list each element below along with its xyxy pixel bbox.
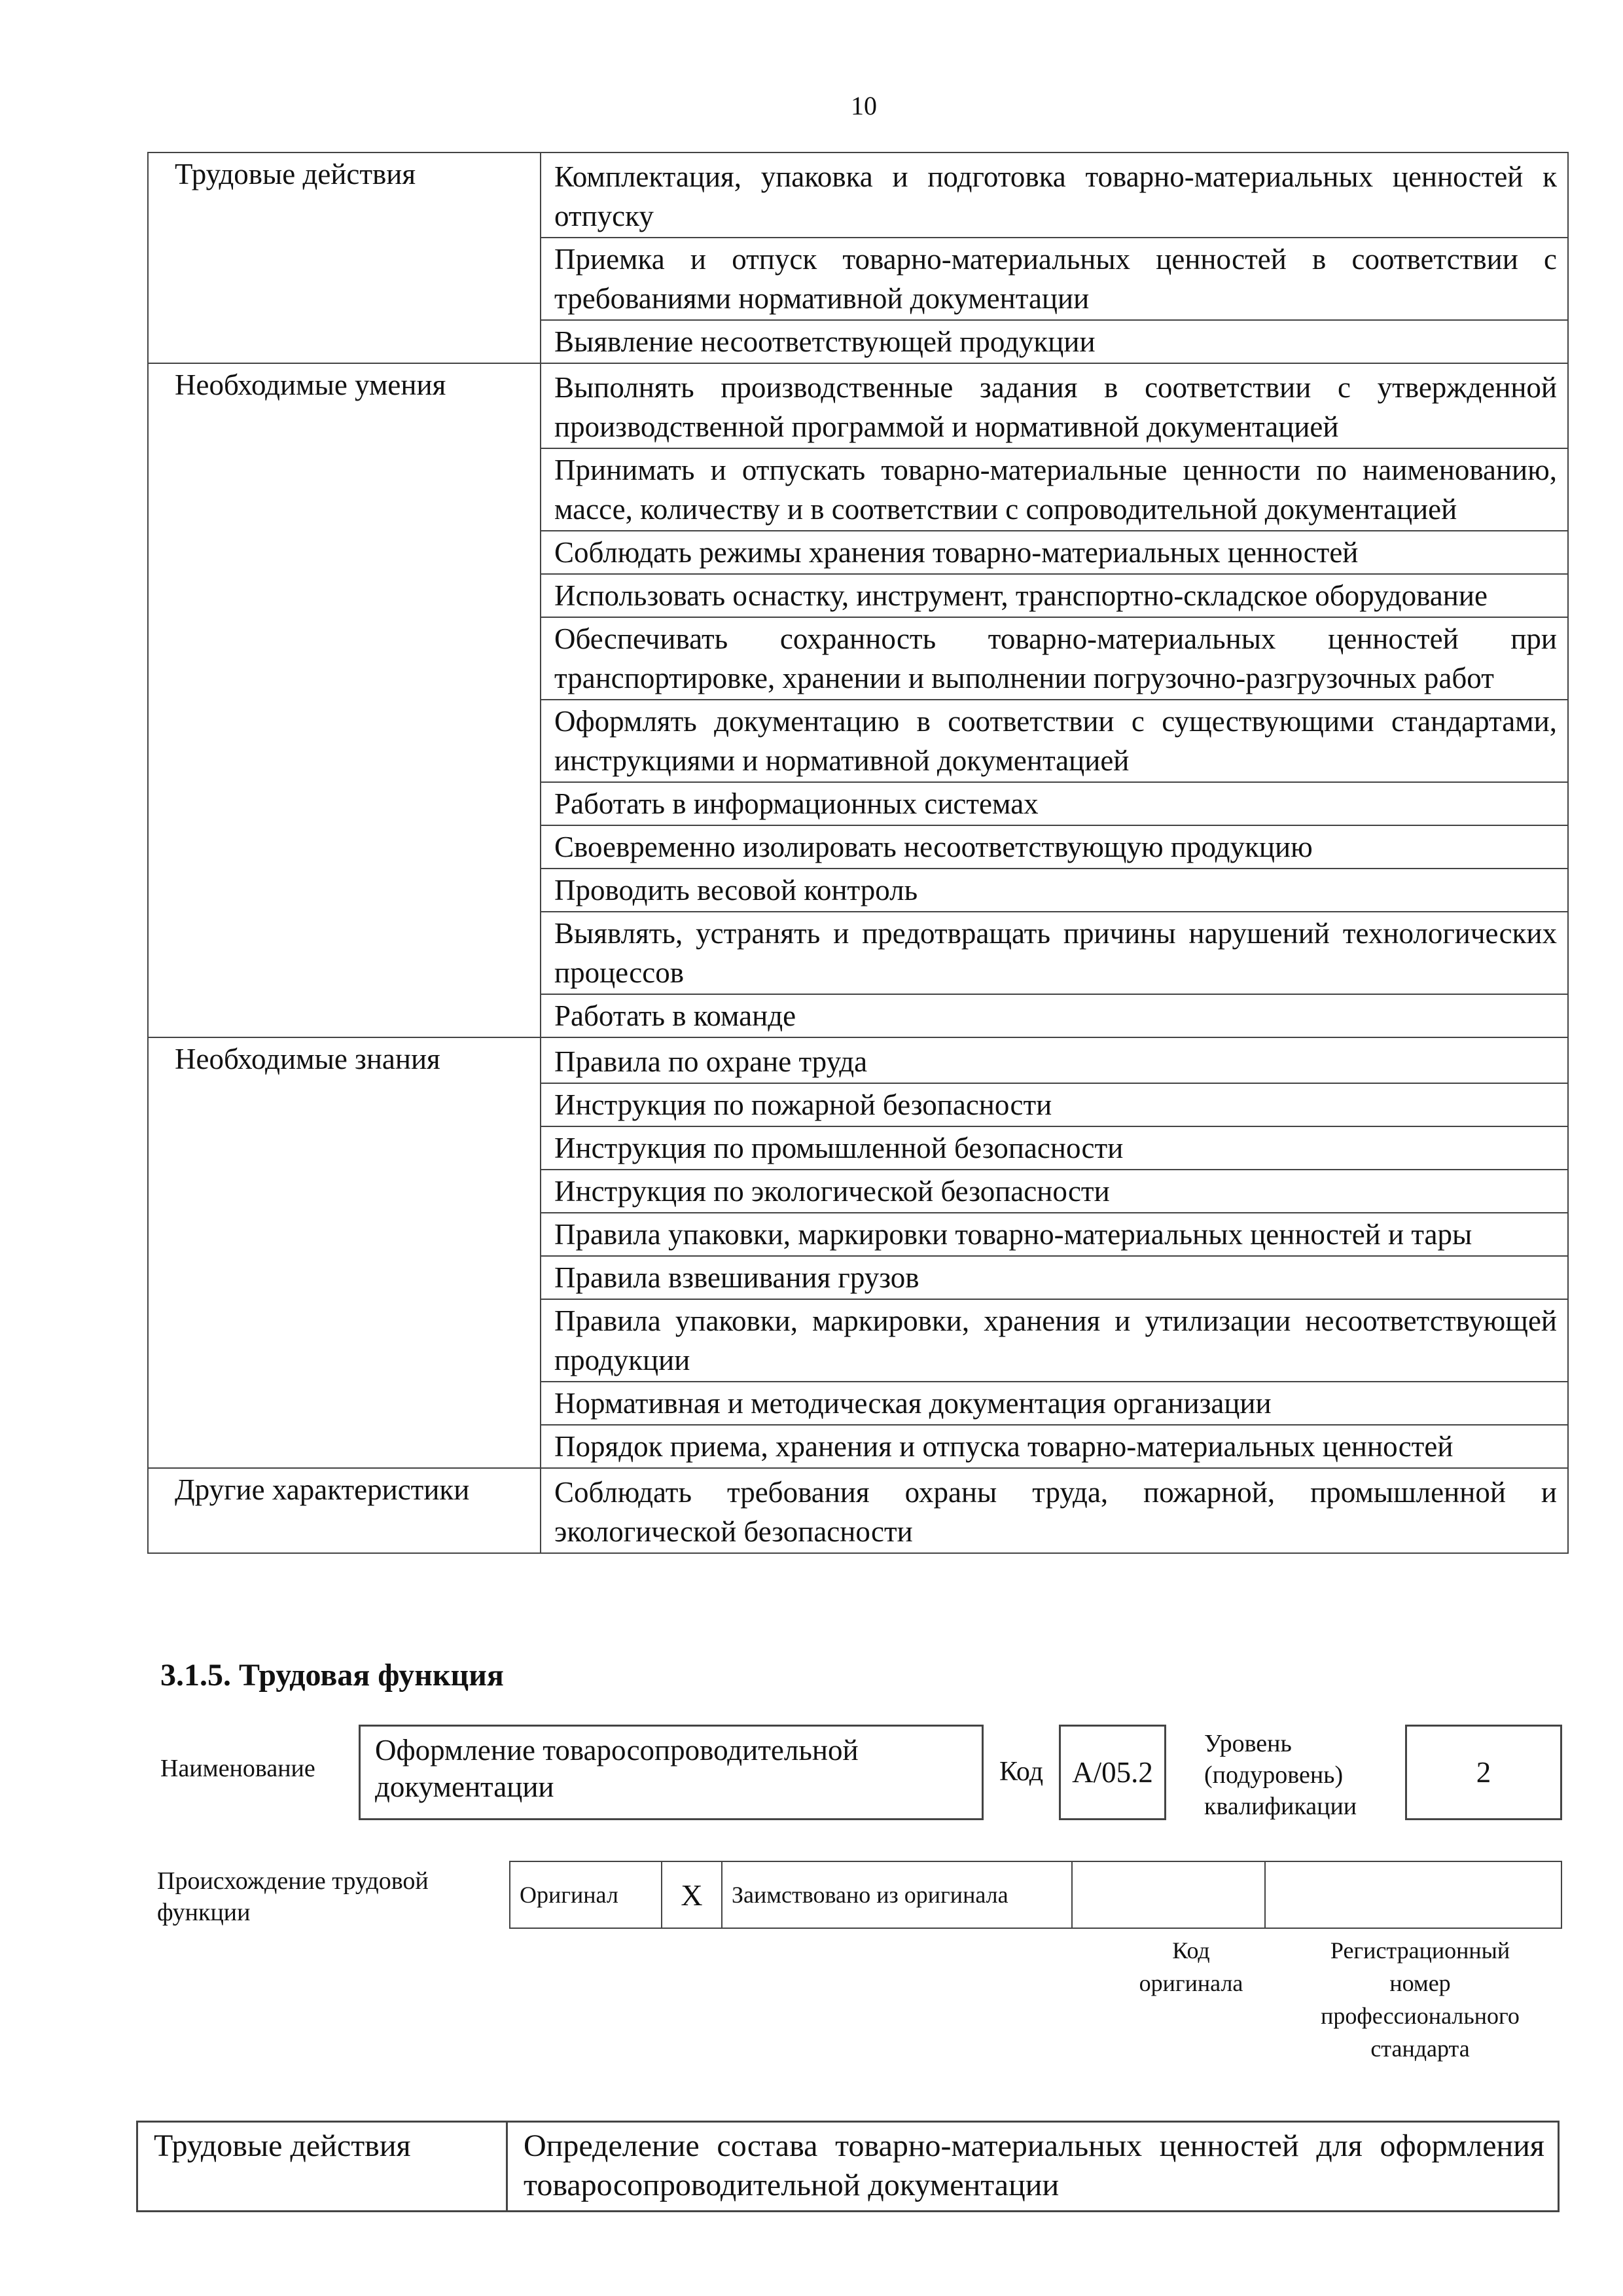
row-item-text: Правила упаковки, маркировки, хранения и утилизации несоответствующей продукции <box>541 1299 1568 1382</box>
row-item-text: Проводить весовой контроль <box>541 869 1568 912</box>
reg-caption-line-4: стандарта <box>1370 2036 1470 2062</box>
table-row <box>148 1468 1568 1553</box>
section-title: 3.1.5. Трудовая функция <box>160 1658 504 1693</box>
row-item-text: Приемка и отпуск товарно-материальных ценностей в соответствии с требованиями нормативной документации <box>541 238 1568 320</box>
labor-actions-body <box>137 2122 1559 2212</box>
row-group-label: Необходимые знания <box>148 1037 541 1468</box>
row-item-text: Правила взвешивания грузов <box>541 1256 1568 1299</box>
row-item-text: Оформлять документацию в соответствии с существующими стандартами, инструкциями и нормативной документацией <box>541 700 1568 782</box>
row-item-text: Работать в команде <box>541 994 1568 1037</box>
function-name-box: Оформление товаросопроводительной документации <box>359 1725 984 1820</box>
row-item-text: Инструкция по пожарной безопасности <box>541 1083 1568 1126</box>
row-item-text: Соблюдать режимы хранения товарно-материальных ценностей <box>541 531 1568 574</box>
origin-table <box>509 1861 1562 1929</box>
original-code-caption <box>1099 1934 1283 2000</box>
origin-registration-cell <box>1265 1861 1561 1928</box>
row-item-text: Обеспечивать сохранность товарно-материальных ценностей при транспортировке, хранении и выполнении погрузочно-разгрузочных работ <box>541 617 1568 700</box>
origin-label <box>157 1865 429 1928</box>
name-label: Наименование <box>160 1755 315 1782</box>
labor-actions-table <box>136 2121 1560 2212</box>
table-row <box>148 1037 1568 1083</box>
page-number: 10 <box>851 91 877 120</box>
level-label-line-2: (подуровень) <box>1204 1761 1344 1789</box>
row-item-text: Нормативная и методическая документация организации <box>541 1382 1568 1425</box>
row-item-text: Выявление несоответствующей продукции <box>541 320 1568 363</box>
qualification-level-box: 2 <box>1405 1725 1562 1820</box>
level-label-line-3: квалификации <box>1204 1793 1357 1820</box>
table-row <box>137 2122 1559 2212</box>
row-item-text: Выявлять, устранять и предотвращать причины нарушений технологических процессов <box>541 912 1568 994</box>
reg-caption-line-2: номер <box>1389 1970 1451 1996</box>
function-code-box: A/05.2 <box>1059 1725 1166 1820</box>
row-group-label: Необходимые умения <box>148 363 541 1037</box>
row-item-text: Правила по охране труда <box>541 1037 1568 1083</box>
row-group-label: Трудовые действия <box>148 152 541 363</box>
origin-mark-cell: X <box>662 1861 722 1928</box>
row-item-text: Инструкция по промышленной безопасности <box>541 1126 1568 1170</box>
actions-label: Трудовые действия <box>137 2122 507 2212</box>
table-row <box>148 363 1568 448</box>
origin-row <box>510 1861 1561 1928</box>
action-item-text: Определение состава товарно-материальных ценностей для оформления товаросопроводительной документации <box>507 2122 1559 2212</box>
origin-borrowed-cell: Заимствовано из оригинала <box>722 1861 1072 1928</box>
row-item-text: Своевременно изолировать несоответствующую продукцию <box>541 825 1568 869</box>
row-group-label: Другие характеристики <box>148 1468 541 1553</box>
original-code-caption-line-2: оригинала <box>1139 1970 1243 1996</box>
level-label-line-1: Уровень <box>1204 1730 1292 1757</box>
requirements-table <box>147 152 1569 1554</box>
row-item-text: Выполнять производственные задания в соответствии с утвержденной производственной программой и нормативной документацией <box>541 363 1568 448</box>
qualification-level-label <box>1204 1728 1357 1822</box>
code-label: Код <box>999 1757 1044 1787</box>
row-item-text: Инструкция по экологической безопасности <box>541 1170 1568 1213</box>
row-item-text: Правила упаковки, маркировки товарно-материальных ценностей и тары <box>541 1213 1568 1256</box>
row-item-text: Порядок приема, хранения и отпуска товарно-материальных ценностей <box>541 1425 1568 1468</box>
origin-label-line-2: функции <box>157 1899 251 1926</box>
registration-number-caption <box>1276 1934 1564 2065</box>
reg-caption-line-1: Регистрационный <box>1330 1937 1510 1964</box>
row-item-text: Работать в информационных системах <box>541 782 1568 825</box>
origin-code-cell <box>1072 1861 1265 1928</box>
reg-caption-line-3: профессионального <box>1321 2003 1520 2029</box>
origin-label-line-1: Происхождение трудовой <box>157 1867 429 1895</box>
original-code-caption-line-1: Код <box>1172 1937 1210 1964</box>
row-item-text: Использовать оснастку, инструмент, транспортно-складское оборудование <box>541 574 1568 617</box>
origin-original-cell: Оригинал <box>510 1861 662 1928</box>
row-item-text: Принимать и отпускать товарно-материальные ценности по наименованию, массе, количеству и в соответствии с сопроводительной документацией <box>541 448 1568 531</box>
table-row <box>148 152 1568 238</box>
row-item-text: Комплектация, упаковка и подготовка товарно-материальных ценностей к отпуску <box>541 152 1568 238</box>
requirements-body <box>148 152 1568 1553</box>
row-item-text: Соблюдать требования охраны труда, пожарной, промышленной и экологической безопасности <box>541 1468 1568 1553</box>
